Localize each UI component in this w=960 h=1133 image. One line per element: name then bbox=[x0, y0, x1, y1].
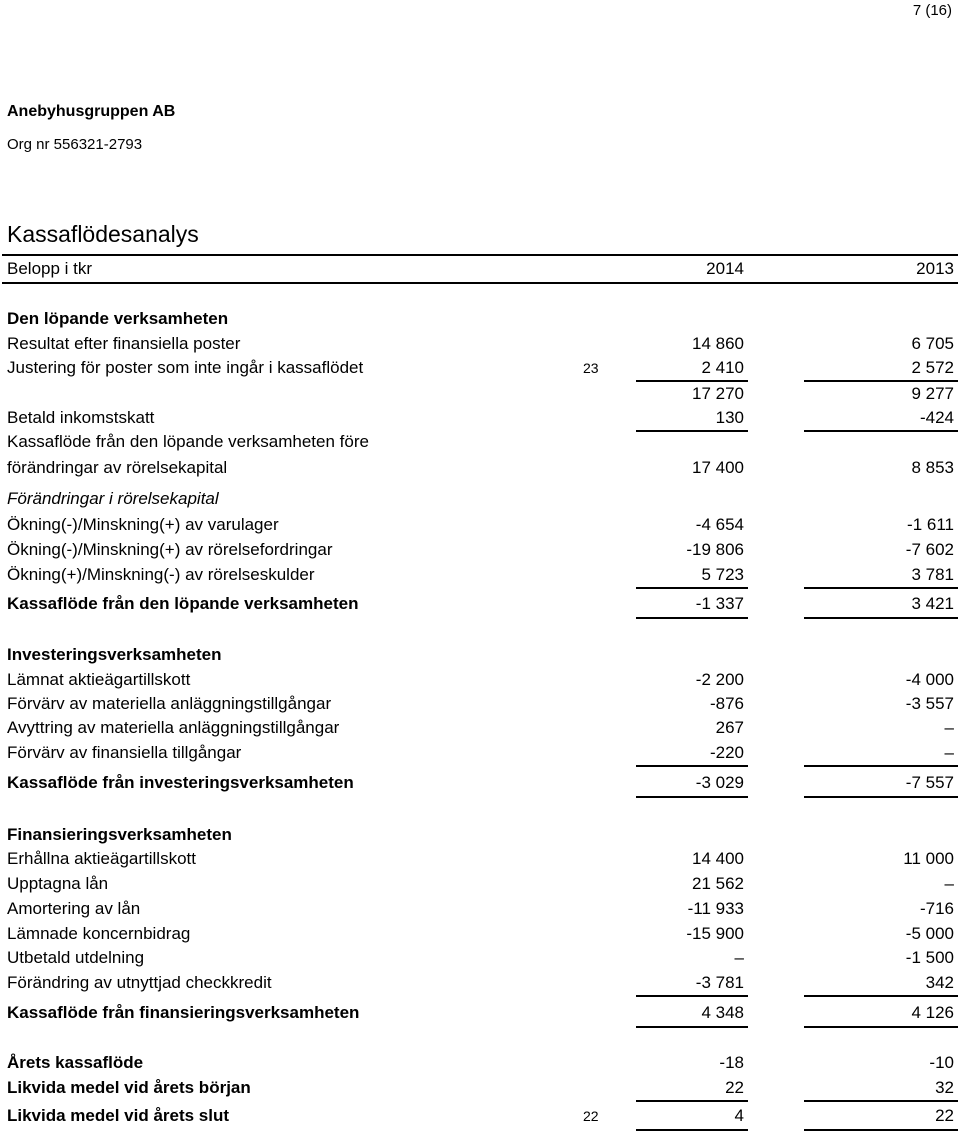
value-2013: – bbox=[944, 743, 954, 762]
underline bbox=[636, 1100, 748, 1102]
value-2014: 17 400 bbox=[692, 458, 744, 477]
value-2013: 4 126 bbox=[911, 1003, 954, 1022]
underline bbox=[804, 1100, 958, 1102]
value-2013: – bbox=[944, 718, 954, 737]
row-label: Förvärv av materiella anläggningstillgångar bbox=[7, 694, 332, 713]
org-number: Org nr 556321-2793 bbox=[7, 136, 143, 153]
value-2013: -5 000 bbox=[905, 924, 954, 943]
value-2014: 14 860 bbox=[692, 334, 744, 353]
underline bbox=[636, 430, 748, 432]
value-2014: -4 654 bbox=[695, 515, 744, 534]
value-2014: -3 781 bbox=[695, 973, 744, 992]
total-underline bbox=[636, 1026, 748, 1028]
value-2014: 14 400 bbox=[692, 849, 744, 868]
value-2013: 8 853 bbox=[911, 458, 954, 477]
underline bbox=[804, 995, 958, 997]
page-number: 7 (16) bbox=[912, 2, 952, 19]
value-2013: -716 bbox=[919, 899, 954, 918]
value-2014: -18 bbox=[719, 1053, 744, 1072]
row-label: Ökning(-)/Minskning(+) av varulager bbox=[7, 515, 279, 534]
value-2013: -1 611 bbox=[907, 515, 954, 534]
value-2014: 2 410 bbox=[701, 358, 744, 377]
value-2014: -2 200 bbox=[695, 670, 744, 689]
value-2014: 21 562 bbox=[692, 874, 744, 893]
value-2014: -15 900 bbox=[686, 924, 744, 943]
value-2014: -220 bbox=[709, 743, 744, 762]
header-label: Belopp i tkr bbox=[7, 259, 93, 278]
value-2014: -19 806 bbox=[686, 540, 744, 559]
value-2014: – bbox=[734, 948, 744, 967]
row-label: Investeringsverksamheten bbox=[7, 645, 222, 664]
value-2014: 130 bbox=[715, 408, 744, 427]
value-2014: -1 337 bbox=[695, 594, 744, 613]
row-label: Finansieringsverksamheten bbox=[7, 825, 232, 844]
row-label: Likvida medel vid årets slut bbox=[7, 1106, 230, 1125]
total-underline bbox=[804, 1129, 958, 1131]
row-label: förändringar av rörelsekapital bbox=[7, 458, 228, 477]
value-2014: -3 029 bbox=[695, 773, 744, 792]
row-label: Kassaflöde från den löpande verksamheten före bbox=[7, 432, 369, 451]
row-label: Lämnade koncernbidrag bbox=[7, 924, 191, 943]
header-bottom-rule bbox=[2, 282, 958, 284]
value-2013: 32 bbox=[935, 1078, 954, 1097]
total-underline bbox=[636, 1129, 748, 1131]
header-year-current: 2014 bbox=[706, 259, 744, 278]
total-underline bbox=[636, 617, 748, 619]
total-underline bbox=[804, 796, 958, 798]
value-2014: 17 270 bbox=[692, 384, 744, 403]
value-2013: -1 500 bbox=[905, 948, 954, 967]
row-label: Betald inkomstskatt bbox=[7, 408, 155, 427]
value-2013: -4 000 bbox=[905, 670, 954, 689]
row-label: Lämnat aktieägartillskott bbox=[7, 670, 191, 689]
value-2014: -876 bbox=[709, 694, 744, 713]
value-2013: 9 277 bbox=[911, 384, 954, 403]
value-2014: 4 bbox=[734, 1106, 744, 1125]
underline bbox=[636, 995, 748, 997]
note-reference: 22 bbox=[583, 1108, 599, 1124]
value-2013: -7 602 bbox=[905, 540, 954, 559]
value-2013: 22 bbox=[935, 1106, 954, 1125]
value-2013: -3 557 bbox=[905, 694, 954, 713]
value-2014: 22 bbox=[725, 1078, 744, 1097]
row-label: Kassaflöde från den löpande verksamheten bbox=[7, 594, 359, 613]
value-2014: 5 723 bbox=[701, 565, 744, 584]
underline bbox=[804, 380, 958, 382]
value-2013: 3 781 bbox=[911, 565, 954, 584]
total-underline bbox=[804, 1026, 958, 1028]
row-label: Utbetald utdelning bbox=[7, 948, 145, 967]
underline bbox=[636, 380, 748, 382]
row-label: Förändringar i rörelsekapital bbox=[7, 489, 219, 508]
row-label: Årets kassaflöde bbox=[7, 1053, 144, 1072]
page-title: Kassaflödesanalys bbox=[7, 221, 199, 247]
header-top-rule bbox=[2, 254, 958, 256]
row-label: Förändring av utnyttjad checkkredit bbox=[7, 973, 272, 992]
value-2013: 11 000 bbox=[903, 849, 954, 868]
note-reference: 23 bbox=[583, 360, 599, 376]
underline bbox=[804, 587, 958, 589]
row-label: Kassaflöde från investeringsverksamheten bbox=[7, 773, 354, 792]
row-label: Kassaflöde från finansieringsverksamheten bbox=[7, 1003, 360, 1022]
row-label: Avyttring av materiella anläggningstillgångar bbox=[7, 718, 340, 737]
row-label: Resultat efter finansiella poster bbox=[7, 334, 241, 353]
value-2013: -424 bbox=[919, 408, 954, 427]
row-label: Den löpande verksamheten bbox=[7, 309, 229, 328]
row-label: Förvärv av finansiella tillgångar bbox=[7, 743, 242, 762]
row-label: Likvida medel vid årets början bbox=[7, 1078, 251, 1097]
value-2013: -10 bbox=[929, 1053, 954, 1072]
underline bbox=[804, 765, 958, 767]
value-2013: 342 bbox=[925, 973, 954, 992]
total-underline bbox=[636, 796, 748, 798]
value-2013: 2 572 bbox=[911, 358, 954, 377]
value-2013: – bbox=[944, 874, 954, 893]
row-label: Ökning(+)/Minskning(-) av rörelseskulder bbox=[7, 565, 315, 584]
row-label: Justering för poster som inte ingår i kassaflödet bbox=[7, 358, 364, 377]
underline bbox=[804, 430, 958, 432]
company-name: Anebyhusgruppen AB bbox=[7, 103, 176, 120]
value-2014: 267 bbox=[715, 718, 744, 737]
header-year-previous: 2013 bbox=[916, 259, 954, 278]
row-label: Upptagna lån bbox=[7, 874, 109, 893]
value-2013: -7 557 bbox=[905, 773, 954, 792]
value-2014: -11 933 bbox=[687, 899, 744, 918]
value-2014: 4 348 bbox=[701, 1003, 744, 1022]
total-underline bbox=[804, 617, 958, 619]
underline bbox=[636, 765, 748, 767]
underline bbox=[636, 587, 748, 589]
row-label: Amortering av lån bbox=[7, 899, 141, 918]
row-label: Ökning(-)/Minskning(+) av rörelsefordringar bbox=[7, 540, 333, 559]
value-2013: 6 705 bbox=[911, 334, 954, 353]
row-label: Erhållna aktieägartillskott bbox=[7, 849, 196, 868]
value-2013: 3 421 bbox=[911, 594, 954, 613]
